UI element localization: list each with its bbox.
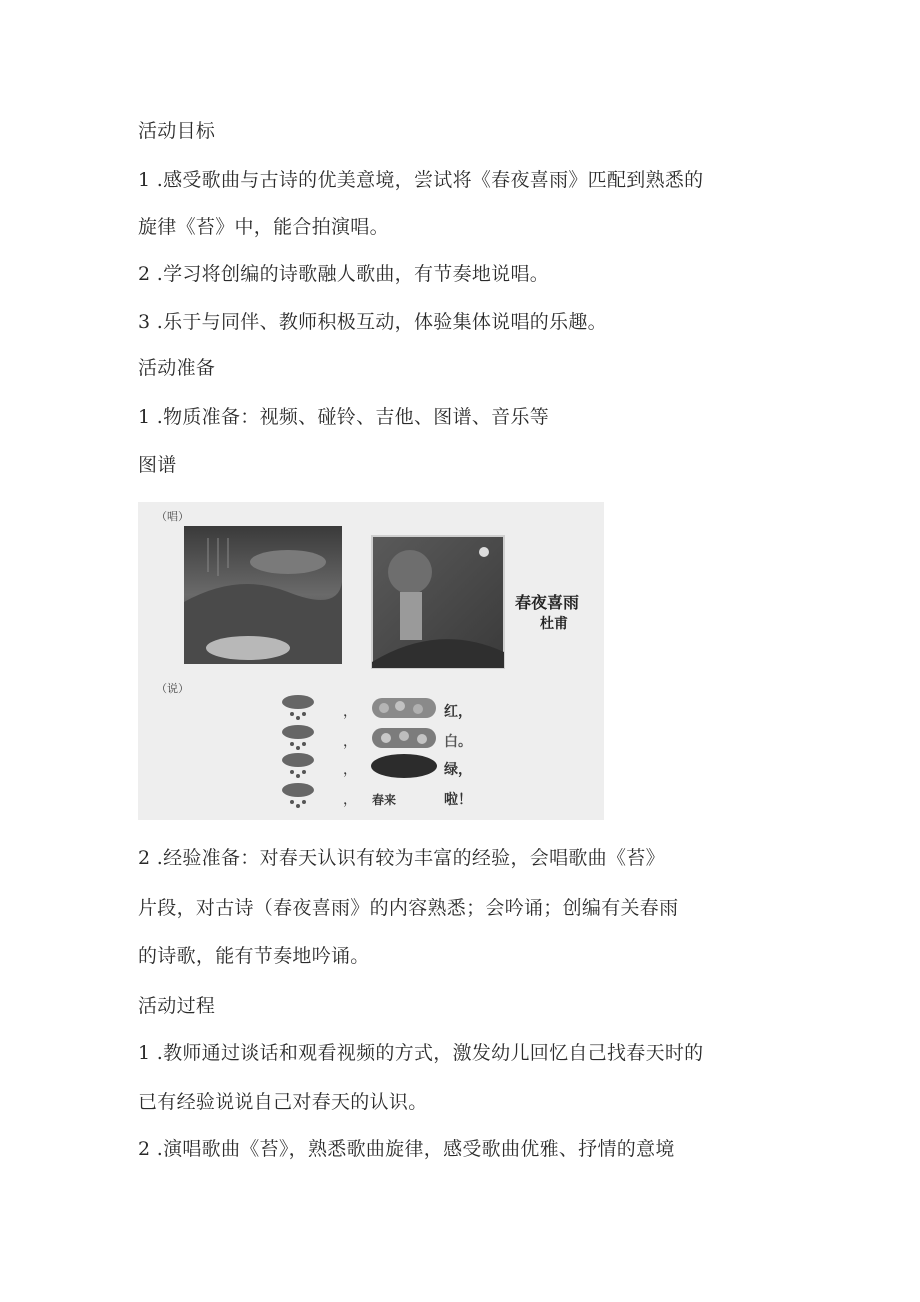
prep-1: 1 .物质准备：视频、碰铃、吉他、图谱、音乐等	[138, 406, 550, 428]
poet-picture	[372, 536, 504, 668]
process-1-line-1: 1 .教师通过谈话和观看视频的方式，激发幼儿回忆自己找春天时的	[138, 1042, 704, 1064]
goal-1-line-2: 旋律《苔》中，能合拍演唱。	[138, 216, 389, 238]
heading-process: 活动过程	[138, 995, 216, 1017]
poem-title: 春夜喜雨	[515, 593, 580, 612]
process-2: 2 .演唱歌曲《苔》，熟悉歌曲旋律，感受歌曲优雅、抒情的意境	[138, 1138, 675, 1160]
row-3-word: 绿，	[444, 762, 472, 778]
row-1-word: 红，	[444, 704, 472, 720]
row-2-comma: ，	[343, 734, 357, 750]
row-2-word: 白。	[444, 734, 472, 750]
prep-2-line-3: 的诗歌，能有节奏地吟诵。	[138, 945, 370, 967]
prep-2-line-2: 片段，对古诗（春夜喜雨》的内容熟悉；会吟诵；创编有关春雨	[138, 897, 679, 919]
sing-label: （唱）	[156, 510, 189, 523]
grass-cluster-icon	[371, 754, 437, 778]
flower-cluster-icon-1	[372, 698, 436, 718]
heading-goals: 活动目标	[138, 120, 216, 142]
poem-author: 杜甫	[540, 616, 568, 632]
heading-preparation: 活动准备	[138, 357, 216, 379]
say-label: （说）	[156, 682, 189, 695]
goal-3: 3 .乐于与同伴、教师积极互动，体验集体说唱的乐趣。	[138, 311, 607, 333]
prep-2-line-1: 2 .经验准备：对春天认识有较为丰富的经验，会唱歌曲《苔》	[138, 847, 665, 869]
row-3-comma: ，	[343, 762, 357, 778]
process-1-line-2: 已有经验说说自己对春天的认识。	[138, 1091, 428, 1113]
flower-cluster-icon-2	[372, 728, 436, 748]
rain-cloud-icon-4	[282, 783, 314, 808]
night-rain-picture	[184, 526, 342, 664]
goal-1-line-1: 1 .感受歌曲与古诗的优美意境，尝试将《春夜喜雨》匹配到熟悉的	[138, 169, 704, 191]
row-1-comma: ，	[343, 704, 357, 720]
rain-cloud-icon-3	[282, 753, 314, 778]
row-4-prefix: 春来	[372, 793, 397, 807]
row-4-word: 啦！	[444, 792, 472, 808]
heading-chart: 图谱	[138, 454, 177, 476]
row-4-comma: ，	[343, 792, 357, 808]
rain-cloud-icon-2	[282, 725, 314, 750]
rain-cloud-icon-1	[282, 695, 314, 720]
music-chart-figure	[138, 502, 604, 820]
goal-2: 2 .学习将创编的诗歌融人歌曲，有节奏地说唱。	[138, 263, 550, 285]
